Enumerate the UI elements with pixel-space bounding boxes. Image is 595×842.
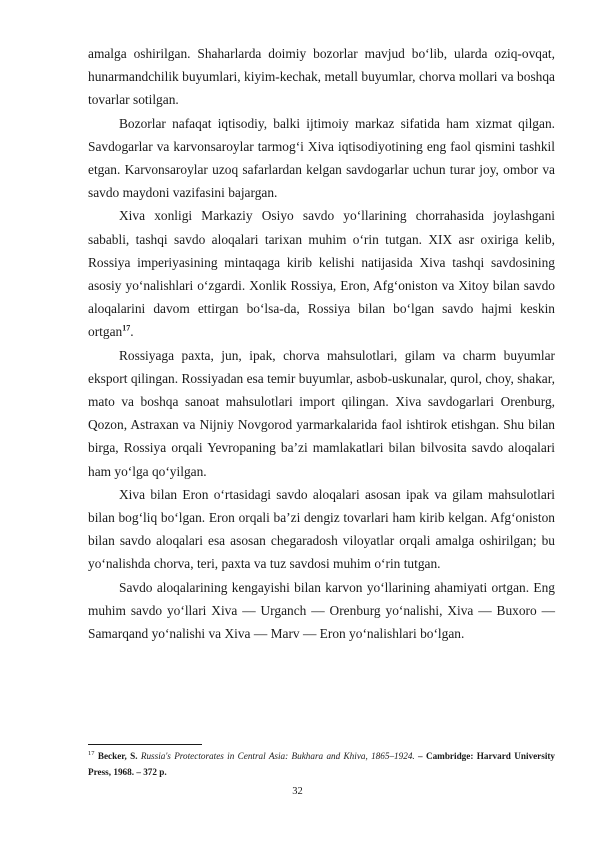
paragraph-2: Bozorlar nafaqat iqtisodiy, balki ijtimoiy markaz sifatida ham xizmat qilgan. Savdogarlar va karvonsaroylar tarmog‘i Xiva iqtisodiyotining eng faol qismini tashkil etgan. Karvonsaroylar uzoq safarlardan kelgan savdogarlar uchun turar joy, ombor va savdo maydoni vazifasini bajargan. xyxy=(88,115,555,201)
paragraph-3 xyxy=(88,204,555,343)
paragraph-3-text: Xiva xonligi Markaziy Osiyo savdo yo‘llarining chorrahasida joylashgani sababli, tashqi savdo aloqalari tarixan muhim o‘rin tutgan. XIX asr oxiriga kelib, Rossiya imperiyasining mintaqaga kirib kelishi natijasida Xiva tashqi savdosining asosiy yo‘nalishlari o‘zgardi. Xonlik Rossiya, Eron, Afg‘oniston va Xitoy bilan savdo aloqalarini davom ettirgan bo‘lsa-da, Rossiya bilan bo‘lgan savdo hajmi keskin ortgan xyxy=(88,208,555,340)
footnote-reference[interactable]: 17 xyxy=(122,323,131,333)
paragraph-5: Xiva bilan Eron o‘rtasidagi savdo aloqalari asosan ipak va gilam mahsulotlari bilan bog‘liq bo‘lgan. Eron orqali ba’zi dengiz tovarlari ham kirib kelgan. Afg‘oniston bilan savdo aloqalari esa asosan chegaradosh viloyatlar orqali amalga oshirilgan; bu yo‘nalishda chorva, teri, paxta va tuz savdosi muhim o‘rin tutgan. xyxy=(88,486,555,572)
footnote-number: 17 xyxy=(88,749,95,757)
paragraph-4: Rossiyaga paxta, jun, ipak, chorva mahsulotlari, gilam va charm buyumlar eksport qilingan. Rossiyadan esa temir buyumlar, asbob-uskunalar, qurol, choy, shakar, mato va boshqa sanoat mahsulotlari import qilingan. Xiva savdogarlari Orenburg, Qozon, Astraxan va Nijniy Novgorod yarmarkalarida faol ishtirok etishgan. Shu bilan birga, Rossiya orqali Yevropaning ba’zi mamlakatlari bilan bilvosita savdo aloqalari ham yo‘lga qo‘yilgan. xyxy=(88,347,555,479)
footnote-divider xyxy=(88,744,202,745)
footnote xyxy=(88,748,555,780)
page-number: 32 xyxy=(292,786,303,797)
footnote-reference-suffix: . xyxy=(130,324,134,340)
footnote-title: Russia's Protectorates in Central Asia: Bukhara and Khiva, 1865–1924. xyxy=(140,751,415,761)
paragraph-1: amalga oshirilgan. Shaharlarda doimiy bozorlar mavjud bo‘lib, ularda oziq-ovqat, hunarmandchilik buyumlari, kiyim-kechak, metall buyumlar, chorva mollari va boshqa tovarlar sotilgan. xyxy=(88,46,555,108)
footnote-publisher: – Cambridge: Harvard University Press, 1968. – 372 p. xyxy=(88,751,556,777)
paragraph-6: Savdo aloqalarining kengayishi bilan karvon yo‘llarining ahamiyati ortgan. Eng muhim savdo yo‘llari Xiva — Urganch — Orenburg yo‘nalishi, Xiva — Buxoro — Samarqand yo‘nalishi va Xiva — Marv — Eron yo‘nalishlari bo‘lgan. xyxy=(88,579,555,642)
footnote-author: Becker, S. xyxy=(97,751,138,761)
page-body xyxy=(88,42,555,645)
